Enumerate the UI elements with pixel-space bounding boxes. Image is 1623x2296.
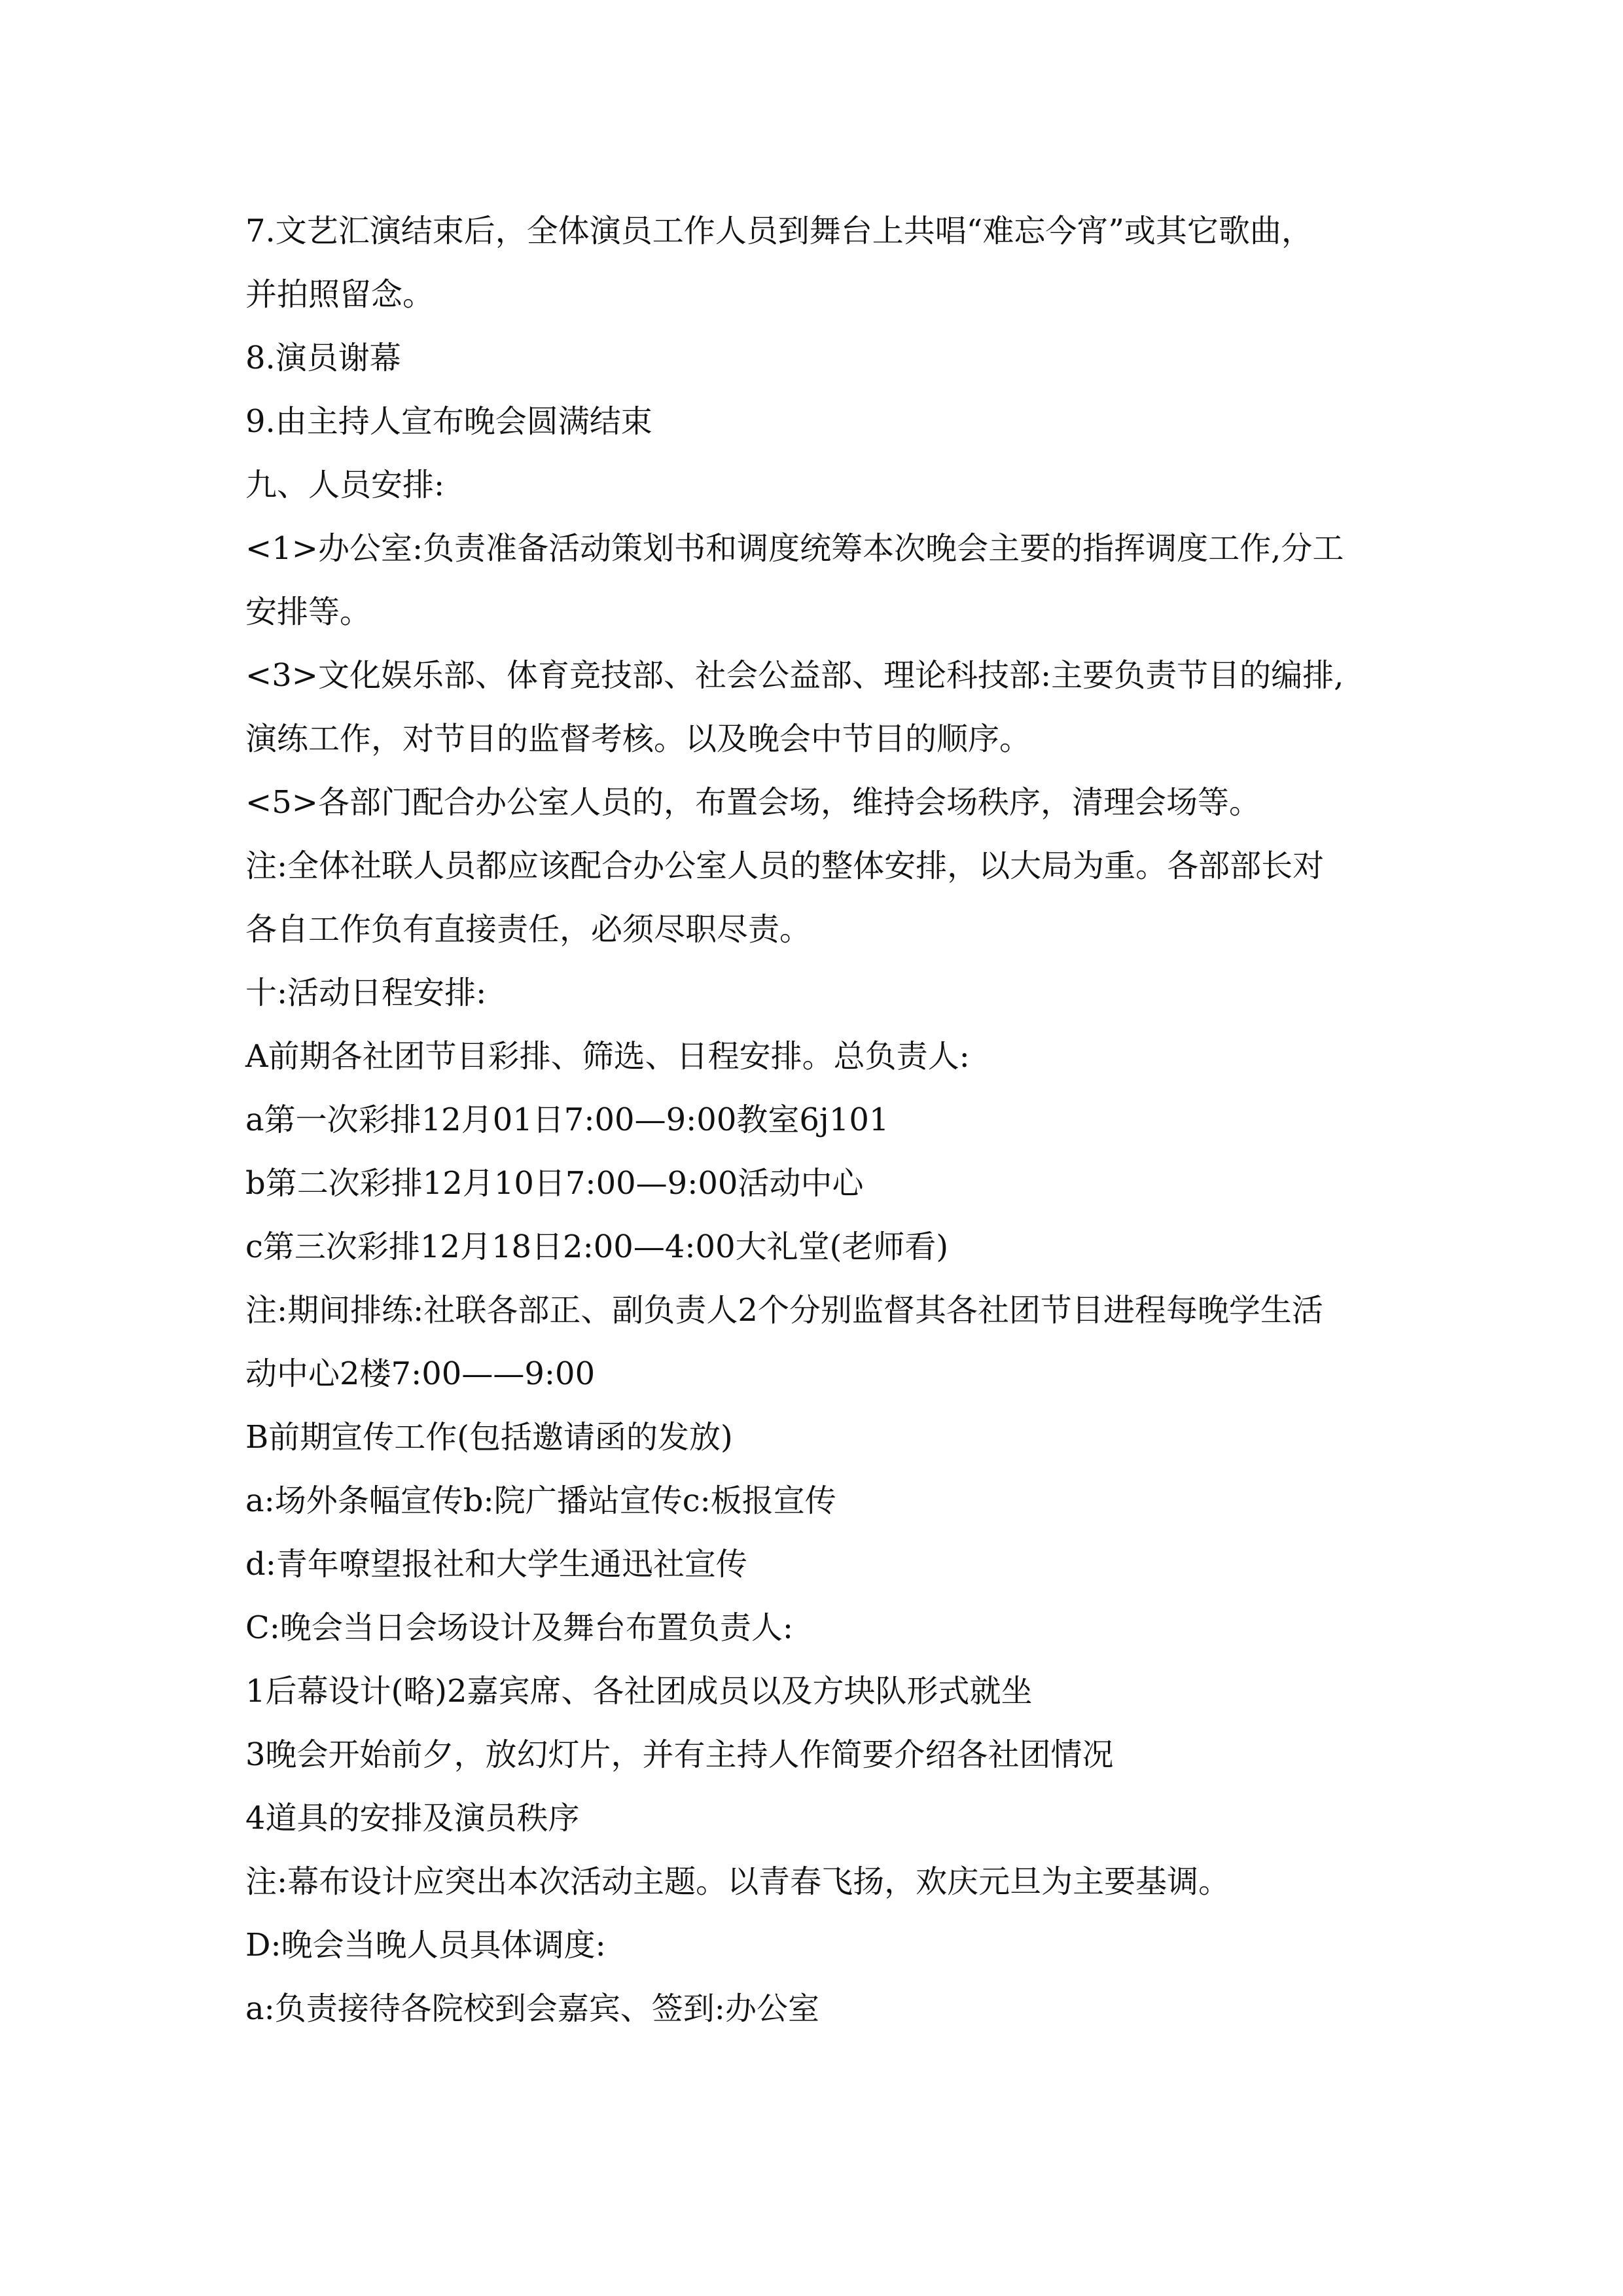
- text-line: <5>各部门配合办公室人员的，布置会场，维持会场秩序，清理会场等。: [245, 784, 1260, 821]
- text-line: 9.由主持人宣布晚会圆满结束: [245, 403, 652, 440]
- text-line: B前期宣传工作(包括邀请函的发放): [245, 1419, 733, 1456]
- text-line: 动中心2楼7:00——9:00: [245, 1355, 596, 1392]
- text-line: c第三次彩排12月18日2:00—4:00大礼堂(老师看): [245, 1229, 949, 1265]
- text-line: 8.演员谢幕: [245, 340, 401, 376]
- text-line: d:青年嘹望报社和大学生通迅社宣传: [245, 1546, 747, 1583]
- text-line: C:晚会当日会场设计及舞台布置负责人:: [245, 1609, 794, 1646]
- text-line: b第二次彩排12月10日7:00—9:00活动中心: [245, 1165, 864, 1202]
- text-line: 安排等。: [245, 594, 372, 630]
- document-body: [245, 200, 1397, 2041]
- text-line: a:场外条幅宣传b:院广播站宣传c:板报宣传: [245, 1482, 836, 1519]
- text-line: 1后幕设计(略)2嘉宾席、各社团成员以及方块队形式就坐: [245, 1673, 1033, 1710]
- text-line: <3>文化娱乐部、体育竞技部、社会公益部、理论科技部:主要负责节目的编排,: [245, 657, 1344, 694]
- text-line: 并拍照留念。: [245, 276, 435, 313]
- text-line: 4道具的安排及演员秩序: [245, 1800, 580, 1837]
- text-line: 注:全体社联人员都应该配合办公室人员的整体安排，以大局为重。各部部长对: [245, 848, 1325, 884]
- text-line: a第一次彩排12月01日7:00—9:00教室6j101: [245, 1102, 889, 1138]
- text-line: 演练工作，对节目的监督考核。以及晚会中节目的顺序。: [245, 721, 1031, 757]
- section-heading: 十:活动日程安排:: [245, 975, 487, 1011]
- text-line: 注:期间排练:社联各部正、副负责人2个分别监督其各社团节目进程每晚学生活: [245, 1292, 1323, 1329]
- text-line: 注:幕布设计应突出本次活动主题。以青春飞扬，欢庆元旦为主要基调。: [245, 1863, 1230, 1900]
- text-line: 各自工作负有直接责任，必须尽职尽责。: [245, 911, 812, 948]
- text-line: a:负责接待各院校到会嘉宾、签到:办公室: [245, 1990, 819, 2027]
- section-heading: 九、人员安排:: [245, 467, 445, 503]
- text-line: <1>办公室:负责准备活动策划书和调度统筹本次晚会主要的指挥调度工作,分工: [245, 530, 1344, 567]
- text-line: D:晚会当晚人员具体调度:: [245, 1927, 606, 1964]
- text-line: 7.文艺汇演结束后，全体演员工作人员到舞台上共唱“难忘今宵”或其它歌曲，: [245, 213, 1313, 249]
- text-line: 3晚会开始前夕，放幻灯片，并有主持人作简要介绍各社团情况: [245, 1736, 1114, 1773]
- text-line: A前期各社团节目彩排、筛选、日程安排。总负责人:: [245, 1038, 970, 1075]
